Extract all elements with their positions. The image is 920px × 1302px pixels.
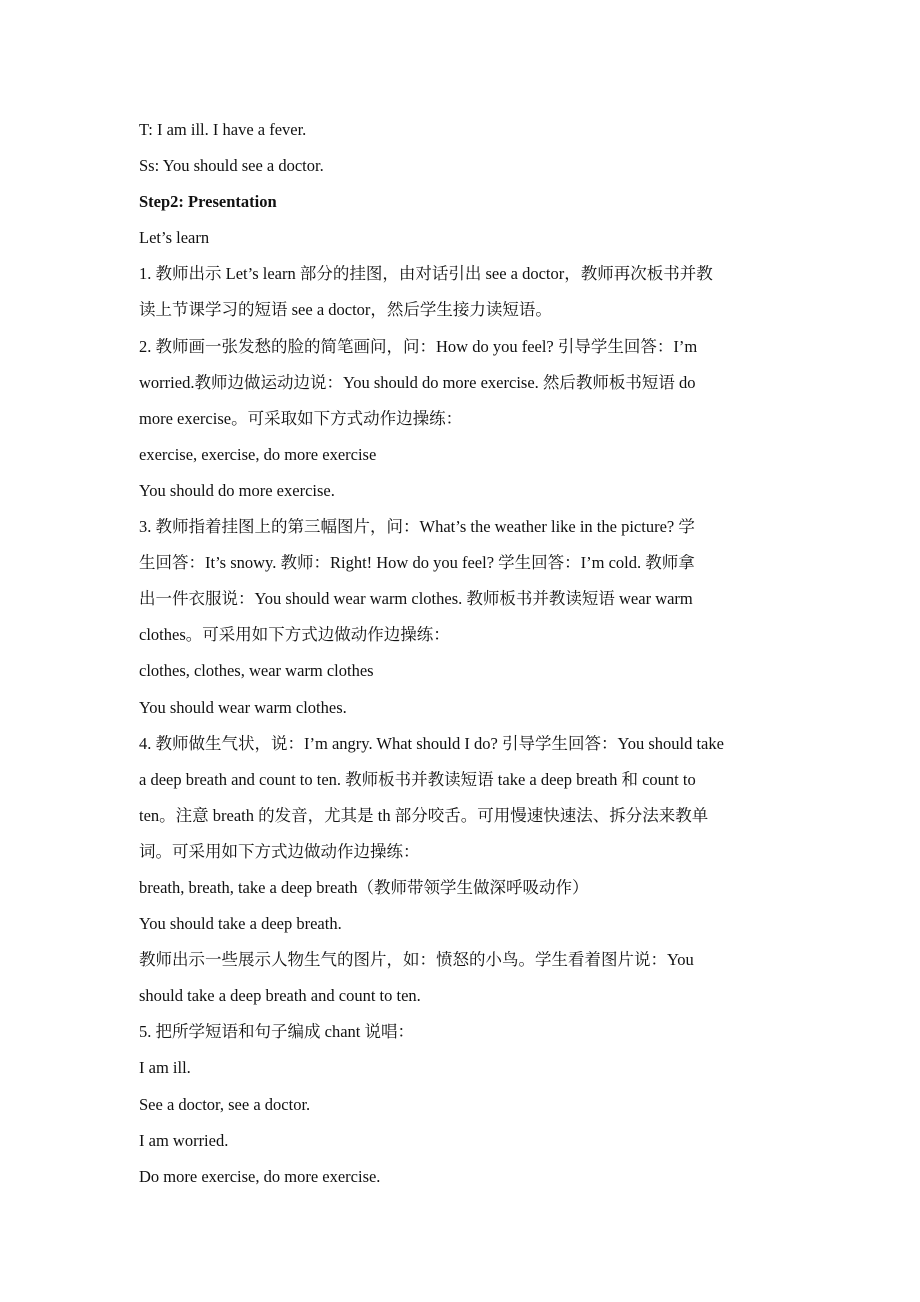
pictures-line-1: 教师出示一些展示人物生气的图片，如：愤怒的小鸟。学生看着图片说：You: [139, 950, 694, 970]
step-4-line-4: 词。可采用如下方式边做动作边操练：: [139, 841, 420, 861]
step-3-line-4: clothes。可采用如下方式边做动作边操练：: [139, 625, 450, 645]
step-4-line-3: ten。注意 breath 的发音，尤其是 th 部分咬舌。可用慢速快速法、拆分法来教单: [139, 805, 709, 825]
document-page: [139, 112, 795, 1195]
drill-clothes: clothes, clothes, wear warm clothes: [139, 661, 374, 681]
sentence-breath: You should take a deep breath.: [139, 914, 342, 934]
subheading-lets-learn: Let’s learn: [139, 228, 210, 248]
sentence-clothes: You should wear warm clothes.: [139, 697, 347, 717]
step-3-line-2: 生回答：It’s snowy. 教师：Right! How do you feel? 学生回答：I’m cold. 教师拿: [139, 553, 695, 573]
chant-line-4: Do more exercise, do more exercise.: [139, 1166, 381, 1186]
sentence-exercise: You should do more exercise.: [139, 480, 335, 500]
drill-breath: breath, breath, take a deep breath（教师带领学生做深呼吸动作）: [139, 877, 589, 897]
step-4-line-1: 4. 教师做生气状，说：I’m angry. What should I do? 引导学生回答：You should take: [139, 733, 724, 753]
step-5-line: 5. 把所学短语和句子编成 chant 说唱：: [139, 1022, 414, 1042]
step-2-line-3: more exercise。可采取如下方式动作边操练：: [139, 408, 463, 428]
chant-line-1: I am ill.: [139, 1058, 191, 1078]
dialogue-line-teacher: T: I am ill. I have a fever.: [139, 120, 307, 139]
step-1-line-1: 1. 教师出示 Let’s learn 部分的挂图，由对话引出 see a doctor，教师再次板书并教: [139, 264, 713, 284]
step-1-line-2: 读上节课学习的短语 see a doctor，然后学生接力读短语。: [139, 300, 552, 320]
step-2-line-2: worried.教师边做运动边说：You should do more exercise. 然后教师板书短语 do: [139, 372, 696, 392]
chant-line-2: See a doctor, see a doctor.: [139, 1094, 311, 1114]
step-3-line-1: 3. 教师指着挂图上的第三幅图片，问：What’s the weather like in the picture? 学: [139, 517, 695, 537]
step-3-line-3: 出一件衣服说：You should wear warm clothes. 教师板书并教读短语 wear warm: [139, 589, 693, 609]
drill-exercise: exercise, exercise, do more exercise: [139, 444, 377, 464]
step-2-line-1: 2. 教师画一张发愁的脸的简笔画问，问：How do you feel? 引导学生回答：I’m: [139, 336, 698, 356]
chant-line-3: I am worried.: [139, 1130, 229, 1150]
section-heading-presentation: Step2: Presentation: [139, 192, 277, 212]
pictures-line-2: should take a deep breath and count to ten.: [139, 986, 421, 1006]
step-4-line-2: a deep breath and count to ten. 教师板书并教读短语 take a deep breath 和 count to: [139, 769, 696, 789]
dialogue-line-students: Ss: You should see a doctor.: [139, 156, 324, 176]
